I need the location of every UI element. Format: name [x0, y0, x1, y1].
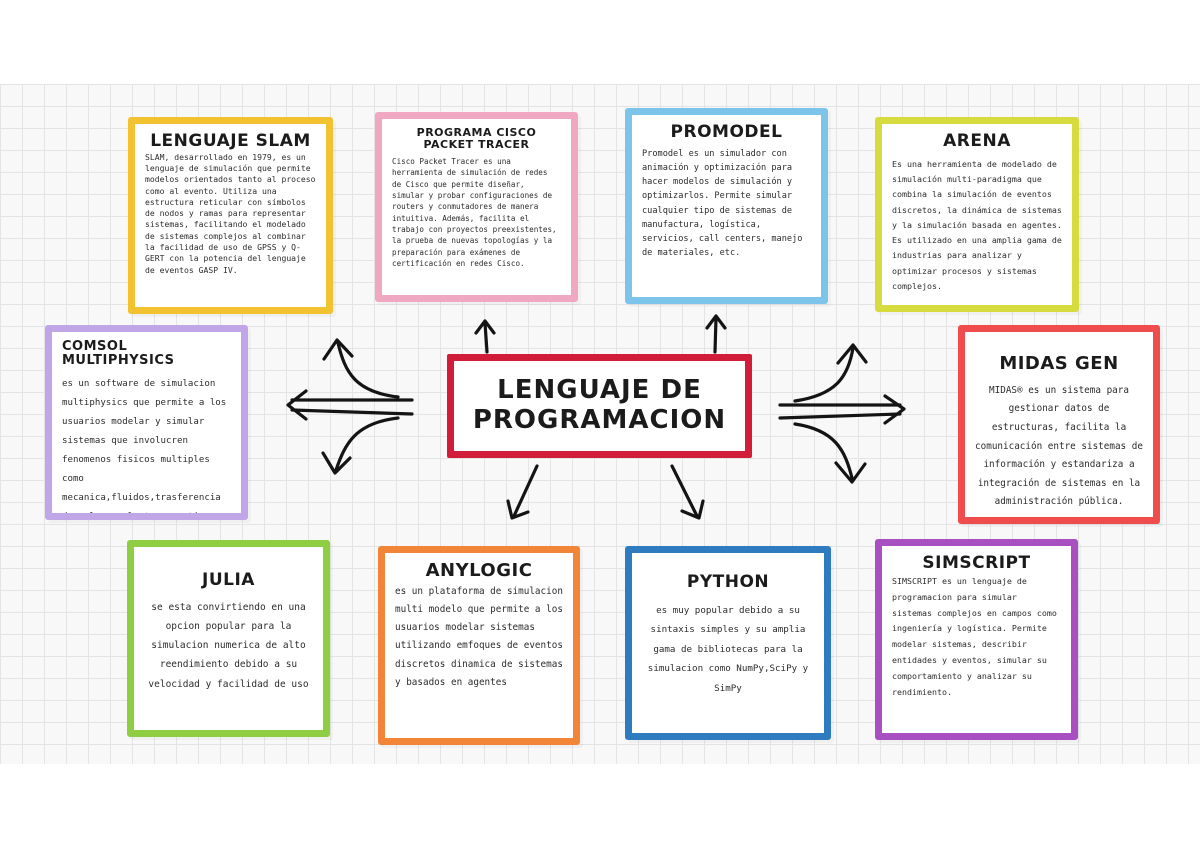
card-lenguaje-slam	[128, 117, 333, 314]
central-topic-title: LENGUAJE DE PROGRAMACION	[472, 375, 727, 435]
card-heading: JULIA	[202, 570, 255, 590]
card-text: se esta convirtiendo en una opcion popular para la simulacion numerica de alto reendimiento debido a su velocidad y facilidad de uso	[148, 601, 309, 690]
central-topic-box	[447, 354, 752, 458]
card-heading: ANYLOGIC	[425, 560, 533, 581]
card-text: Promodel es un simulador con animación y optimización para hacer modelos de simulación y optimizarlos. Permite simular cualquier tipo de sistemas de manufactura, logística, servicios, call centers, manejo de materiales, etc.	[642, 148, 803, 259]
card-julia	[127, 540, 330, 737]
card-heading: PYTHON	[686, 572, 770, 592]
card-midas-gen	[958, 325, 1160, 524]
card-anylogic	[378, 546, 580, 745]
card-text: MIDAS® es un sistema para gestionar datos de estructuras, facilita la comunicación entre sistemas de información y estandariza a integración de sistemas en la administración pública.	[975, 384, 1143, 508]
card-text: es un software de simulacion multiphysics que permite a los usuarios modelar y simular sistemas que involucren fenomenos fisicos multiples como mecanica,fluidos,trasferencia de calor y electromagnetismo	[62, 378, 227, 520]
card-text: Es una herramienta de modelado de simulación multi-paradigma que combina la simulación de eventos discretos, la dinámica de sistemas y la simulación basada en agentes. Es utilizado en una amplia gama de industrias para analizar y optimizar procesos y sistemas complejos.	[892, 158, 1062, 292]
card-python	[625, 546, 831, 740]
card-text: Cisco Packet Tracer es una herramienta de simulación de redes de Cisco que permite diseñar, simular y probar configuraciones de routers y conmutadores de manera intuitiva. Además, facilita el trabajo con proyectos preexistentes, la prueba de nuevas topologías y la preparación para exámenes de certificación en redes Cisco.	[392, 157, 557, 268]
card-heading: PROMODEL	[670, 122, 783, 142]
card-simscript	[875, 539, 1078, 740]
card-promodel	[625, 108, 828, 304]
card-text: es un plataforma de simulacion multi modelo que permite a los usuarios modelar sistemas utilizando emfoques de eventos discretos dinamica de sistemas y basados en agentes	[395, 585, 563, 688]
card-text: SIMSCRIPT es un lenguaje de programacion para simular sistemas complejos en campos como ingeniería y logística. Permite modelar sistemas, describir entidades y eventos, simular su comportamiento y analizar su rendimiento.	[892, 575, 1057, 698]
card-heading: PROGRAMA CISCO PACKET TRACER	[416, 126, 537, 152]
card-text: SLAM, desarrollado en 1979, es un lenguaje de simulación que permite modelos orientados tanto al proceso como al evento. Utiliza una estructura reticular con símbolos de nodos y ramas para representar sistemas, facilitando el modelado de sistemas complejos al combinar la facilidad de uso de GPSS y Q-GERT con la potencia del lenguaje de eventos GASP IV.	[145, 151, 316, 275]
card-cisco-packet-tracer	[375, 112, 578, 302]
card-comsol-multiphysics	[45, 325, 248, 520]
card-heading: MIDAS GEN	[999, 353, 1119, 374]
card-heading: LENGUAJE SLAM	[150, 131, 311, 151]
card-heading: ARENA	[943, 131, 1011, 151]
card-text: es muy popular debido a su sintaxis simples y su amplia gama de bibliotecas para la simulacion como NumPy,SciPy y SimPy	[647, 604, 809, 694]
card-heading: COMSOL MULTIPHYSICS	[62, 339, 175, 369]
card-heading: SIMSCRIPT	[922, 553, 1031, 573]
card-arena	[875, 117, 1079, 312]
